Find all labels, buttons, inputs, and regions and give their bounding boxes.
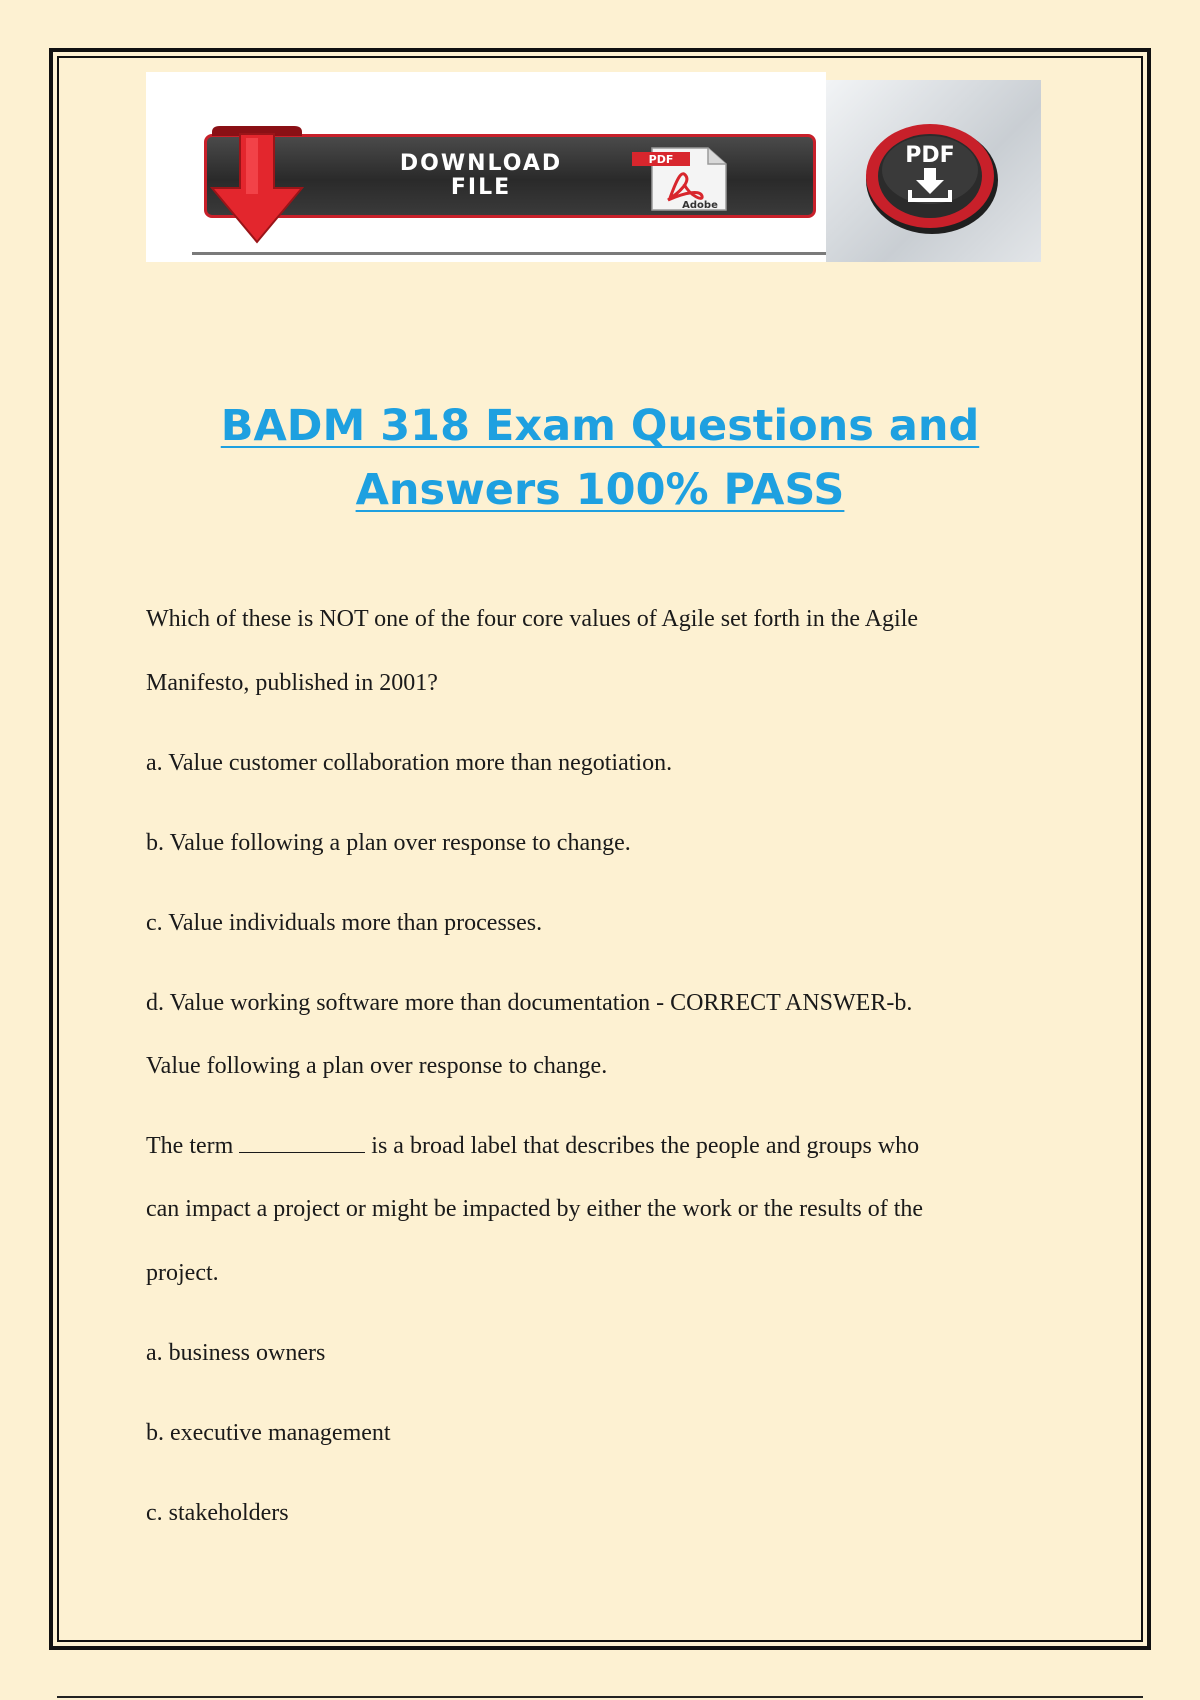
question-2-option-a: a. business owners xyxy=(146,1340,326,1366)
download-file-banner[interactable] xyxy=(146,72,826,262)
download-label-line1: DOWNLOAD xyxy=(399,151,563,176)
download-label-line2: FILE xyxy=(450,175,512,200)
page-title-line1[interactable]: BADM 318 Exam Questions and xyxy=(220,401,980,451)
adobe-label: Adobe xyxy=(682,200,718,211)
question-1-answer-continued: Value following a plan over response to change. xyxy=(146,1053,608,1079)
question-2-option-c: c. stakeholders xyxy=(146,1500,289,1526)
pdf-tag-text: PDF xyxy=(648,153,674,166)
question-2-line-2: can impact a project or might be impacted by either the work or the results of the xyxy=(146,1196,924,1222)
banner-underline xyxy=(192,252,826,255)
question-1-option-b: b. Value following a plan over response to change. xyxy=(146,830,631,856)
page-title[interactable] xyxy=(146,394,1054,522)
footer-rule xyxy=(57,1696,1143,1698)
question-1-line-1: Which of these is NOT one of the four core values of Agile set forth in the Agile xyxy=(146,606,919,632)
pdf-file-icon xyxy=(630,146,730,212)
pdf-badge-text: PDF xyxy=(905,143,955,168)
page-title-line2[interactable]: Answers 100% PASS xyxy=(355,465,845,515)
pdf-download-button[interactable] xyxy=(826,80,1041,262)
question-1-option-c: c. Value individuals more than processes. xyxy=(146,910,543,936)
question-1-option-a: a. Value customer collaboration more than negotiation. xyxy=(146,750,673,776)
question-2-suffix: is a broad label that describes the people and groups who xyxy=(371,1133,920,1159)
download-arrow-icon xyxy=(202,124,312,246)
download-label xyxy=(351,152,611,200)
question-2-prefix: The term xyxy=(146,1133,234,1159)
question-2-line-1 xyxy=(146,1133,919,1160)
question-1-option-d: d. Value working software more than documentation - CORRECT ANSWER-b. xyxy=(146,990,913,1016)
question-2-line-3: project. xyxy=(146,1260,219,1286)
fill-in-blank xyxy=(239,1134,365,1153)
pdf-download-circle-icon xyxy=(860,118,1000,234)
question-2-option-b: b. executive management xyxy=(146,1420,391,1446)
question-1-line-2: Manifesto, published in 2001? xyxy=(146,670,438,696)
